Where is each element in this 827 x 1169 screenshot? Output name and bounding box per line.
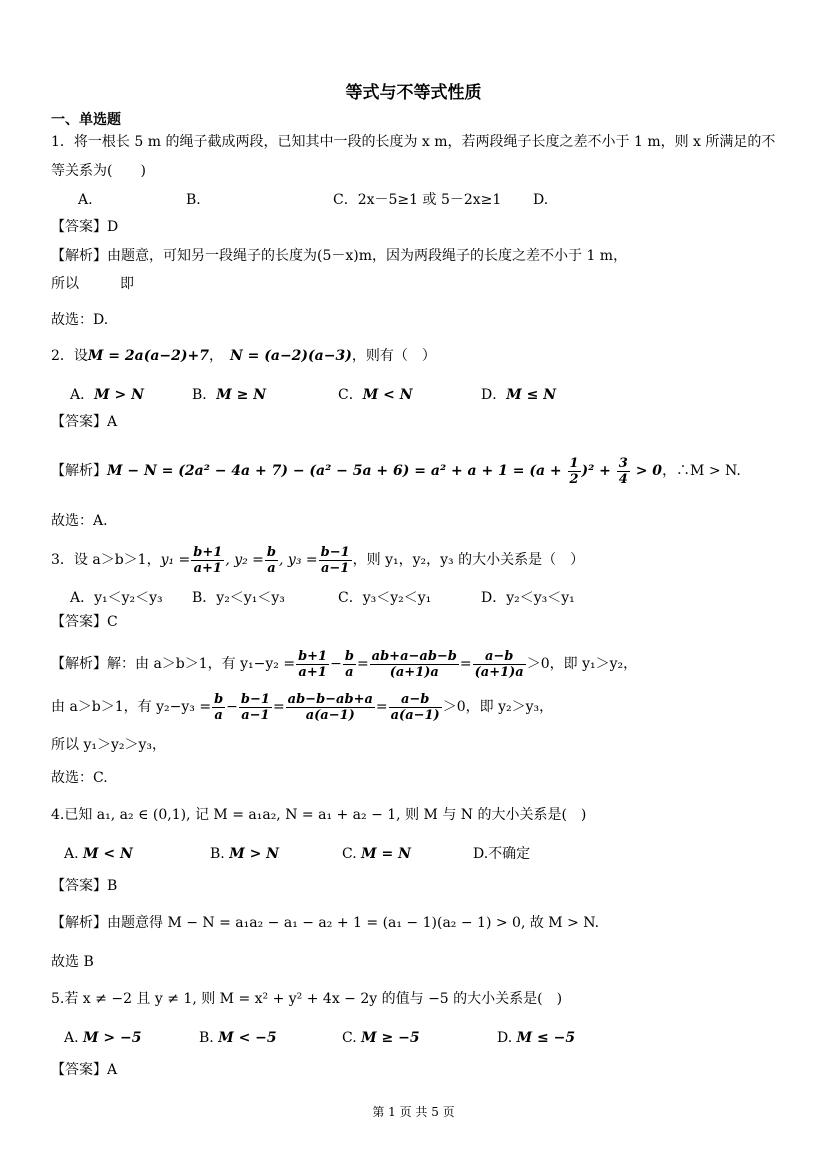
q3-a1-f4n: a−b [473,649,526,665]
q3-stem-prefix: 3．设 a＞b＞1， [51,552,161,568]
q3-a1-frac1 [296,649,329,680]
q2-option-b-label: B． [192,387,217,403]
q4-option-b-label: B. [210,846,225,862]
q2-option-d-math: M ≤ N [506,387,557,403]
q3-answer: 【答案】C [51,614,118,630]
q2-option-d-label: D． [481,387,507,403]
q1-stem-line1: 1．将一根长 5 m 的绳子截成两段，已知其中一段的长度为 x m，若两段绳子长度之差不小于 1 m，则 x 所满足的不 [51,134,776,150]
q2-conclusion: 故选：A. [51,513,108,529]
q5-option-c [342,1027,420,1049]
q4-option-c-label: C. [342,846,357,862]
q3-stem [51,543,584,577]
q3-a2-f1n: b [214,691,224,707]
q4-option-c [342,843,411,865]
q2-half-den: 2 [569,471,579,487]
q2-option-a-math: M > N [94,387,144,403]
q1-conclusion: 故选：D. [51,312,109,328]
q2-option-c-label: C． [338,387,363,403]
section-heading: 一、单选题 [51,112,121,128]
q2-stem-prefix: 2．设 [51,348,88,364]
q4-option-a-math: M < N [83,846,133,862]
q4-analysis: 【解析】由题意得 M − N = a₁a₂ − a₁ − a₂ + 1 = (a₁ − 1)(a₂ − 1) > 0, 故 M > N. [51,915,600,931]
q5-option-b [199,1027,277,1049]
q3-conclusion: 故选：C. [51,770,108,786]
q5-option-c-label: C. [342,1030,357,1046]
q5-option-c-math: M ≥ −5 [361,1030,420,1046]
q3-y3: , y₃ = [279,552,318,568]
q4-answer: 【答案】B [51,878,118,894]
q2-option-c-math: M < N [362,387,413,403]
q5-option-b-label: B. [199,1030,214,1046]
q3-a2-f1d: a [214,707,223,723]
q3-a1-suffix: ＞0，即 y₁＞y₂， [526,656,638,672]
q2-half-fraction [568,456,581,487]
q1-option-b: B. [186,192,201,208]
q3-y2-den: a [267,560,276,576]
page-title: 等式与不等式性质 [345,83,482,103]
q3-a2-prefix: 由 a＞b＞1，有 y₂−y₃ = [51,699,212,715]
q3-a1-f2d: a [345,664,354,680]
q3-a1-frac3 [370,649,459,680]
q2-stem-suffix: ，则有（ ） [351,348,436,364]
q3-y1-den: a+1 [193,560,222,576]
q3-y1-num: b+1 [193,544,223,560]
q5-stem: 5.若 x ≠ −2 且 y ≠ 1, 则 M = x² + y² + 4x − 2y 的值与 −5 的大小关系是( ) [51,991,563,1007]
q2-option-a-label: A． [70,387,95,403]
q4-conclusion: 故选 B [51,954,94,970]
q5-option-b-math: M < −5 [218,1030,277,1046]
q2-stem: 2．设M = 2a(a−2)+7， N = (a−2)(a−3)，则有（ ） [51,348,436,364]
q3-y3-den: a−1 [320,560,350,576]
q3-a2-frac4 [389,692,442,723]
q2-tq-num: 3 [618,455,628,471]
q1-option-c: C．2x－5≥1 或 5－2x≥1 [333,192,502,208]
q3-analysis-line3: 所以 y₁＞y₂＞y₃， [51,737,167,753]
q3-a1-prefix: 【解析】解：由 a＞b＞1，有 y₁−y₂ = [51,656,296,672]
q3-option-d: D．y₂＜y₃＜y₁ [481,590,575,606]
q3-y3-fraction [319,545,352,576]
q5-option-d [497,1027,575,1049]
q4-option-a [64,843,133,865]
q1-stem-line2: 等关系为( ) [51,163,146,179]
page-footer: 第 1 页 共 5 页 [372,1105,455,1119]
q3-analysis-line1: 【解析】解：由 a＞b＞1，有 y₁−y₂ = $\frac{b+1}{a+1}$ − $\frac{b}{a}$ = $\frac{ab+a-ab-b}{(a+1)a}$ = $\frac{a-b}{(a+1)a}$ ＞0，即 y₁＞y₂， [51,648,638,680]
q3-y2-fraction [265,545,278,576]
q3-analysis-line2: 由 a＞b＞1，有 y₂−y₃ = $\frac{b}{a}$ − $\frac{b-1}{a-1}$ = $\frac{ab-b-ab+a}{a(a-1)}$ = $\frac{a-b}{a(a-1)}$ ＞0，即 y₂＞y₃， [51,691,554,723]
q3-option-c: C．y₃＜y₂＜y₁ [338,590,432,606]
q3-a1-frac4 [473,649,526,680]
q3-a1-f1d: a+1 [298,664,327,680]
q2-answer: 【答案】A [51,414,118,430]
q3-y1-fraction [191,545,224,576]
q4-option-a-label: A. [64,846,79,862]
q2-option-c [338,384,413,406]
q3-a2-frac2 [239,692,272,723]
q3-option-a: A．y₁＜y₂＜y₃ [70,590,163,606]
q3-a2-f3d: a(a−1) [305,707,355,723]
q5-option-d-math: M ≤ −5 [516,1030,576,1046]
q4-option-d: D.不确定 [473,846,531,862]
q3-y2: , y₂ = [225,552,264,568]
q4-option-c-math: M = N [361,846,411,862]
q5-option-d-label: D. [497,1030,513,1046]
q2-tq-den: 4 [618,471,628,487]
q2-stem-n: N = (a−2)(a−3) [229,348,352,364]
q2-analysis [51,454,741,488]
q2-analysis-math3: > 0 [630,463,663,479]
q3-stem-suffix: ，则 y₁，y₂，y₃ 的大小关系是（ ） [352,552,585,568]
q3-a2-f2d: a−1 [241,707,270,723]
q1-analysis-line1: 【解析】由题意，可知另一段绳子的长度为(5－x)m，因为两段绳子的长度之差不小于 1 m， [51,248,628,264]
q2-analysis-math2: )² + [581,463,616,479]
q3-y1: y₁ = [160,552,191,568]
q3-a2-f3n: ab−b−ab+a [287,691,373,707]
q2-option-a [70,384,144,406]
q5-option-a-label: A. [64,1030,79,1046]
q4-stem: 4.已知 a₁, a₂ ∈ (0,1), 记 M = a₁a₂, N = a₁ + a₂ − 1, 则 M 与 N 的大小关系是( ) [51,807,587,823]
q3-a2-frac3 [286,692,375,723]
q1-option-d: D. [533,192,549,208]
q1-option-a: A. [78,192,93,208]
q2-option-d [481,384,556,406]
q3-a2-suffix: ＞0，即 y₂＞y₃， [442,699,554,715]
q3-a2-f2n: b−1 [240,691,270,707]
q2-option-b-math: M ≥ N [216,387,267,403]
q3-a1-f1n: b+1 [298,648,328,664]
q3-a1-f2n: b [344,648,354,664]
q3-y2-num: b [266,544,277,560]
q2-option-b [192,384,266,406]
q3-a1-f3d: (a+1)a [389,664,439,680]
q3-option-b: B．y₂＜y₁＜y₃ [192,590,285,606]
q3-a2-frac1 [212,692,225,723]
q1-answer: 【答案】D [51,219,119,235]
q5-option-a-math: M > −5 [83,1030,142,1046]
q2-analysis-tail: ，∴M > N. [662,463,741,479]
q3-y3-num: b−1 [320,544,350,560]
q2-half-num: 1 [569,455,579,471]
q3-a2-f4n: a−b [389,692,442,708]
q3-a1-frac2 [343,649,356,680]
q2-threequarter-fraction [617,456,630,487]
q3-a1-f3n: ab+a−ab−b [371,648,457,664]
q3-a2-f4d: a(a−1) [390,707,440,723]
q4-option-b-math: M > N [229,846,279,862]
q2-stem-m: M = 2a(a−2)+7 [87,348,209,364]
q3-a1-f4d: (a+1)a [474,664,524,680]
q5-option-a [64,1027,141,1049]
q5-answer: 【答案】A [51,1062,118,1078]
q1-analysis-so: 所以 [51,276,79,292]
q2-analysis-label: 【解析】 [51,463,107,479]
q2-analysis-math: M − N = (2a² − 4a + 7) − (a² − 5a + 6) = a² + a + 1 = (a + [107,463,567,479]
q4-option-b [210,843,279,865]
q1-analysis-namely: 即 [120,276,134,292]
